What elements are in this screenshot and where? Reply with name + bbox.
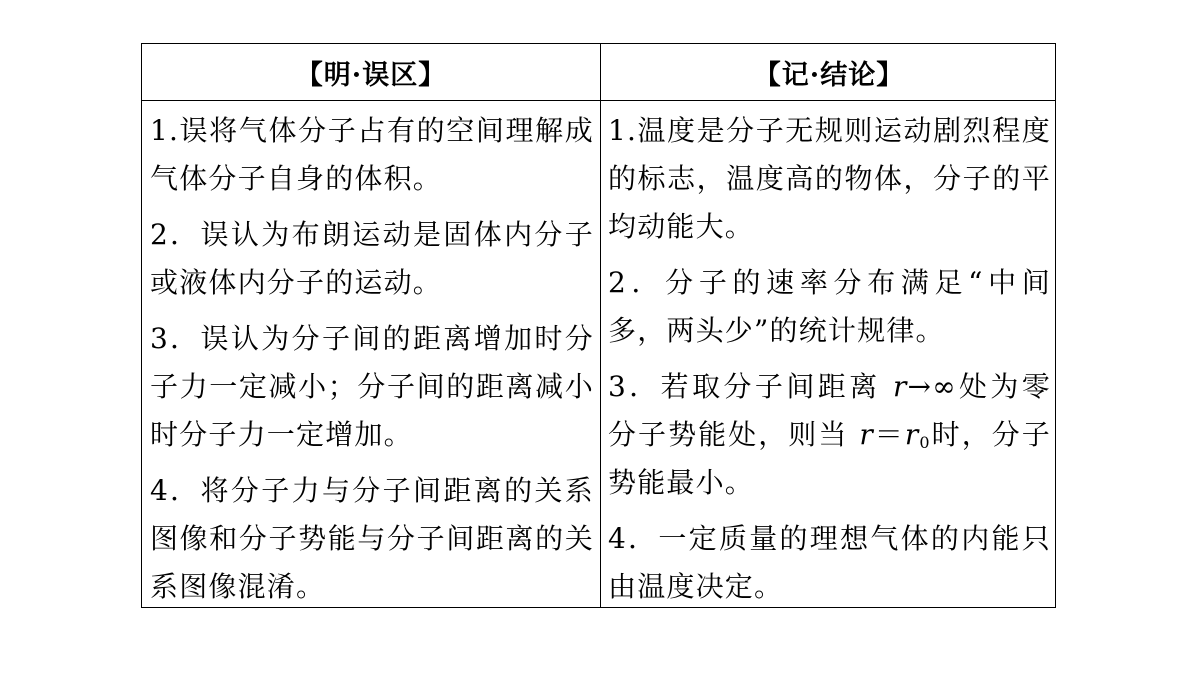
conclusions-cell: [601, 101, 1057, 607]
conclusion-3-text-c: 时，分子势能最小。: [608, 418, 1052, 499]
conclusion-3-text-a: 3．若取分子间距离: [608, 370, 893, 403]
comparison-table: [141, 43, 1056, 608]
conclusion-3-text-b: →∞处为零分子势能处，则当: [608, 370, 1051, 451]
subscript-zero: 0: [919, 433, 931, 452]
variable-r: r: [859, 418, 874, 451]
conclusion-item-2: 2．分子的速率分布满足“中间多，两头少”的统计规律。: [608, 266, 1051, 347]
conclusion-item-1: 1.温度是分子无规则运动剧烈程度的标志，温度高的物体，分子的平均动能大。: [608, 114, 1051, 243]
equals-sign: ＝: [873, 418, 905, 451]
mistake-item-4: 4．将分子力与分子间距离的关系图像和分子势能与分子间距离的关系图像混淆。: [150, 474, 594, 603]
mistake-item-2: 2．误认为布朗运动是固体内分子或液体内分子的运动。: [150, 218, 594, 299]
mistakes-cell: [142, 101, 600, 607]
mistake-item-1: 1.误将气体分子占有的空间理解成气体分子自身的体积。: [150, 114, 594, 195]
header-conclusions: 【记·结论】: [753, 59, 905, 91]
header-mistakes: 【明·误区】: [295, 59, 447, 91]
variable-r0: r: [904, 418, 920, 451]
conclusion-item-3: [608, 363, 1051, 507]
conclusion-item-4: 4．一定质量的理想气体的内能只由温度决定。: [608, 522, 1051, 603]
variable-r: r: [892, 370, 908, 403]
mistake-item-3: 3．误认为分子间的距离增加时分子力一定减小；分子间的距离减小时分子力一定增加。: [150, 322, 594, 451]
